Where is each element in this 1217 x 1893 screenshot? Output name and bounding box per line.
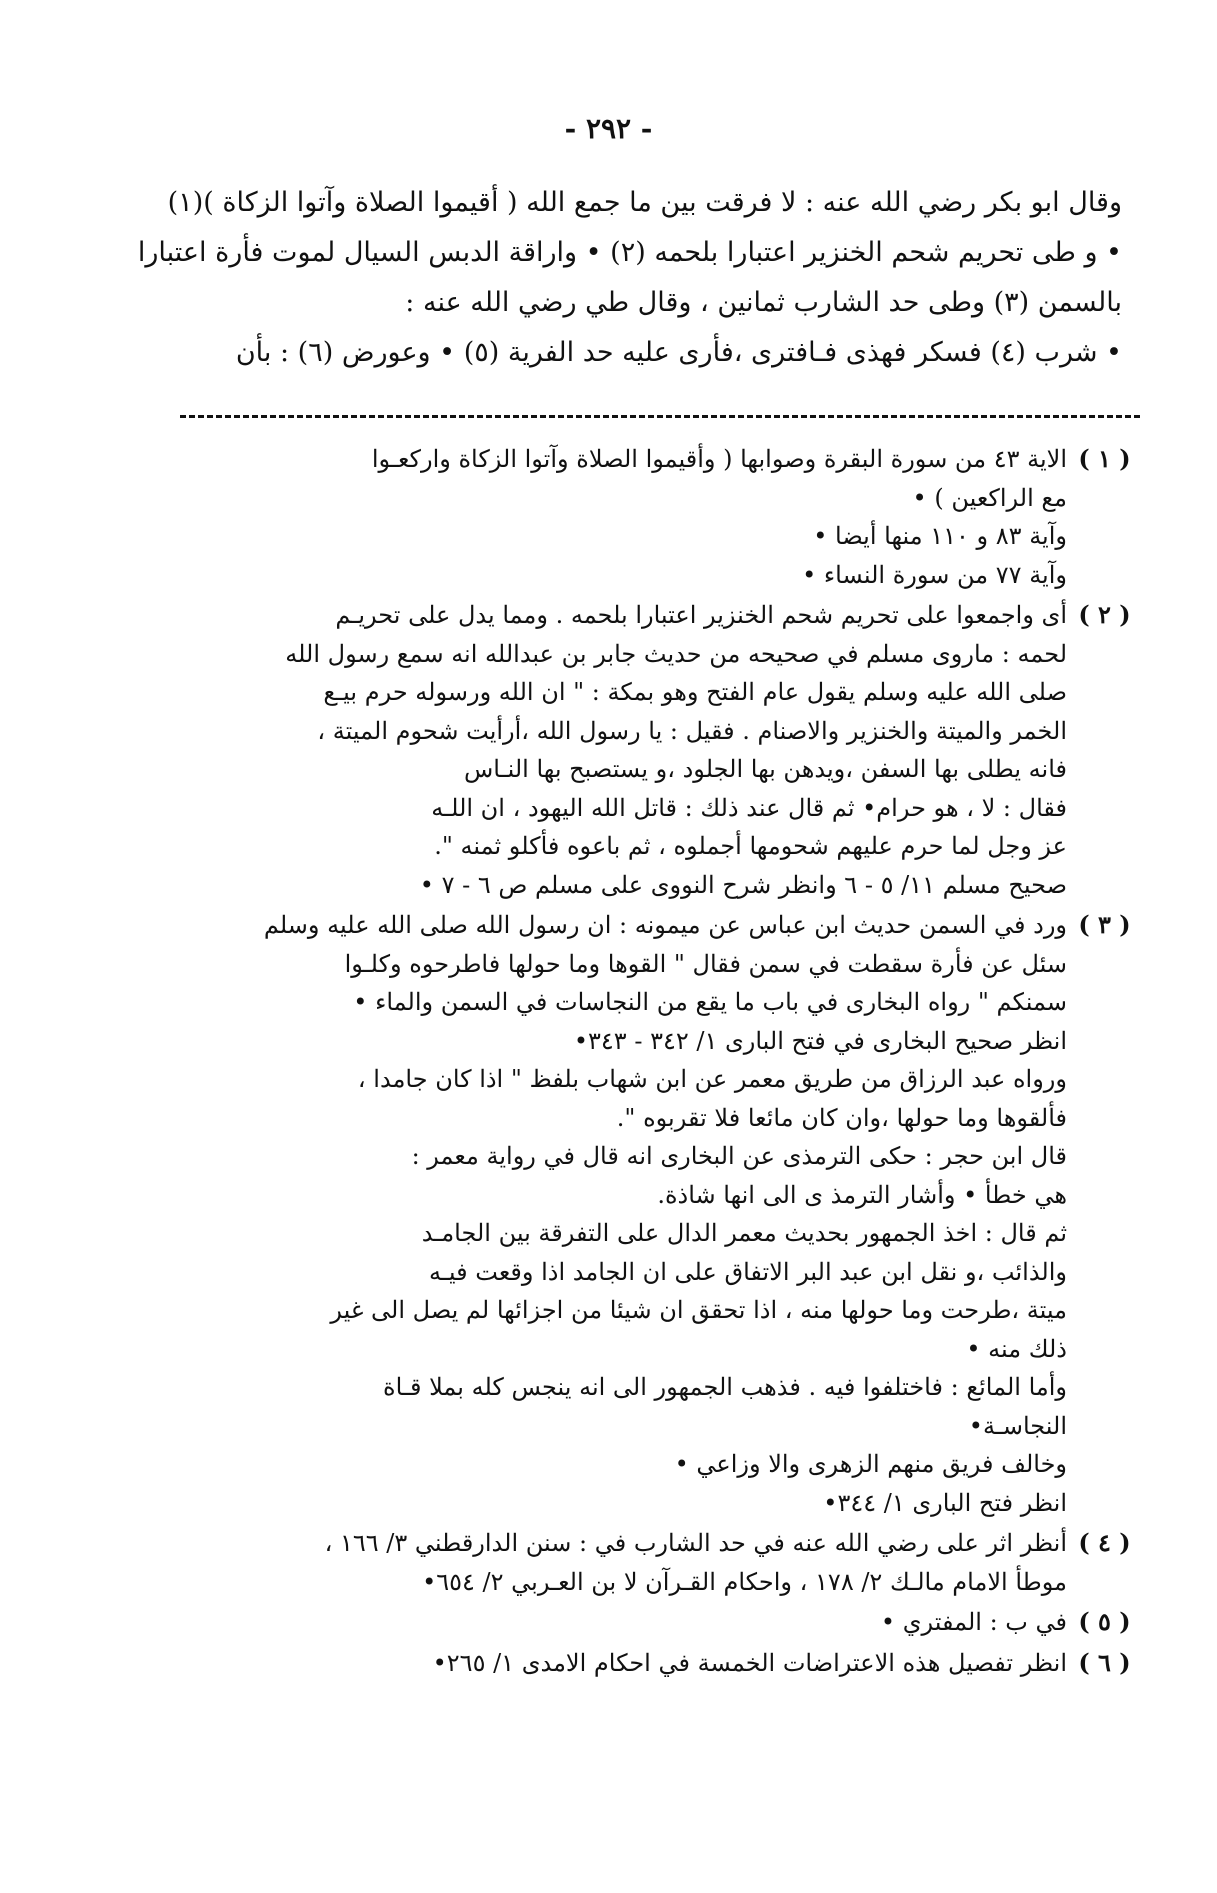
footnote-number: ( ٦ ) [1078,1647,1131,1677]
footnote-number: ( ٣ ) [1078,910,1131,939]
footnote-line: عز وجل لما حرم عليهم شحومها أجملوه ، ثم باعوه فأكلو ثمنه ". [434,832,1067,860]
footnote-line: ذلك منه • [966,1334,1067,1363]
footnote [102,906,1142,1522]
footnote-line: فانه يطلى بها السفن ،ويدهن بها الجلود ،و يستصبح بها النـاس [463,755,1067,783]
footnote-text [102,1524,1067,1601]
footnote-line: انظر صحيح البخارى في فتح البارى ١/ ٣٤٢ - ٣٤٣• [573,1026,1067,1055]
footnote-number: ( ٤ ) [1078,1528,1131,1557]
footnote-line: فألقوها وما حولها ،وان كان مائعا فلا تقربوه ". [616,1103,1067,1132]
footnote-line: سمنكم " رواه البخارى في باب ما يقع من النجاسات في السمن والماء • [353,988,1067,1016]
footnote-line: ميتة ،طرحت وما حولها منه ، اذا تحقق ان شيئا من اجزائها لم يصل الى غير [330,1296,1067,1324]
footnote-text [102,906,1067,1522]
footnote-number: ( ٢ ) [1078,600,1131,629]
text-line: • و طى تحريم شحم الخنزير اعتبارا بلحمه (٢) • واراقة الدبس السيال لموت فأرة اعتبارا [137,237,1122,268]
footnote [102,1524,1142,1601]
footnote-line: وآية ٧٧ من سورة النساء • [802,560,1067,589]
text-line: بالسمن (٣) وطى حد الشارب ثمانين ، وقال طي رضي الله عنه : [405,287,1122,318]
footnotes [102,440,1142,1684]
footnote-line: والذائب ،و نقل ابن عبد البر الاتفاق على ان الجامد اذا وقعت فيـه [429,1257,1067,1286]
page-number: - ٢٩٢ - [564,112,653,145]
footnote-line: ورواه عبد الرزاق من طريق معمر عن ابن شهاب بلفظ " اذا كان جامدا ، [357,1065,1067,1093]
footnote-line: وآية ٨٣ و ١١٠ منها أيضا • [813,522,1067,550]
footnote-line: مع الراكعين ) • [912,483,1067,512]
footnote-line: أنظر اثر على رضي الله عنه في حد الشارب في : سنن الدارقطني ٣/ ١٦٦ ، [324,1529,1067,1557]
footnote [102,1644,1142,1683]
footnote-line: في ب : المفتري • [880,1608,1067,1636]
footnote-line: الخمر والميتة والخنزير والاصنام . فقيل : يا رسول الله ،أرأيت شحوم الميتة ، [317,716,1067,745]
footnote-text [102,596,1067,904]
footnote-line: وأما المائع : فاختلفوا فيه . فذهب الجمهور الى انه ينجس كله بملا قـاة [383,1373,1067,1401]
footnote-line: انظر فتح البارى ١/ ٣٤٤• [823,1488,1067,1517]
footnote-line: لحمه : ماروى مسلم في صحيحه من حديث جابر بن عبدالله انه سمع رسول الله [285,639,1067,668]
footnote [102,440,1142,594]
text-line: • شرب (٤) فسكر فهذى فـافترى ،فأرى عليه حد الفرية (٥) • وعورض (٦) : بأن [235,337,1122,368]
footnote-line: ورد في السمن حديث ابن عباس عن ميمونه : ان رسول الله صلى الله عليه وسلم [263,911,1067,939]
footnote-divider [180,415,1140,418]
footnote-line: صلى الله عليه وسلم يقول عام الفتح وهو بمكة : " ان الله ورسوله حرم بيـع [323,678,1067,706]
footnote-line: ثم قال : اخذ الجمهور بحديث معمر الدال على التفرقة بين الجامـد [421,1219,1067,1247]
footnote [102,1603,1142,1642]
footnote-line: صحيح مسلم ١١/ ٥ - ٦ وانظر شرح النووى على مسلم ص ٦ - ٧ • [419,870,1067,899]
footnote-line: هي خطأ • وأشار الترمذ ى الى انها شاذة. [657,1180,1067,1209]
footnote-line: سئل عن فأرة سقطت في سمن فقال " القوها وما حولها فاطرحوه وكلـوا [344,949,1067,978]
footnote-number: ( ٥ ) [1078,1607,1131,1636]
footnote-text [102,440,1067,594]
text-line: وقال ابو بكر رضي الله عنه : لا فرقت بين ما جمع الله ( أقيموا الصلاة وآتوا الزكاة )(١) [167,187,1122,218]
footnote-line: الاية ٤٣ من سورة البقرة وصوابها ( وأقيموا الصلاة وآتوا الزكاة واركعـوا [371,445,1067,473]
footnote-line: النجاسـة• [968,1411,1067,1440]
footnote-line: انظر تفصيل هذه الاعتراضات الخمسة في احكام الامدى ١/ ٢٦٥• [432,1648,1067,1677]
footnote-text [102,1644,1067,1683]
footnote-line: موطأ الامام مالـك ٢/ ١٧٨ ، واحكام القـرآن لا بن العـربي ٢/ ٦٥٤• [422,1567,1067,1596]
footnote-text [102,1603,1067,1642]
footnote-line: قال ابن حجر : حكى الترمذى عن البخارى انه قال في رواية معمر : [411,1142,1067,1170]
footnote [102,596,1142,904]
footnote-line: وخالف فريق منهم الزهرى والا وزاعي • [674,1450,1067,1478]
footnote-line: أى واجمعوا على تحريم شحم الخنزير اعتبارا بلحمه . ومما يدل على تحريـم [335,601,1067,629]
main-text [122,178,1122,378]
footnote-line: فقال : لا ، هو حرام• ثم قال عند ذلك : قاتل الله اليهود ، ان اللـه [431,793,1067,822]
footnote-number: ( ١ ) [1078,444,1131,473]
